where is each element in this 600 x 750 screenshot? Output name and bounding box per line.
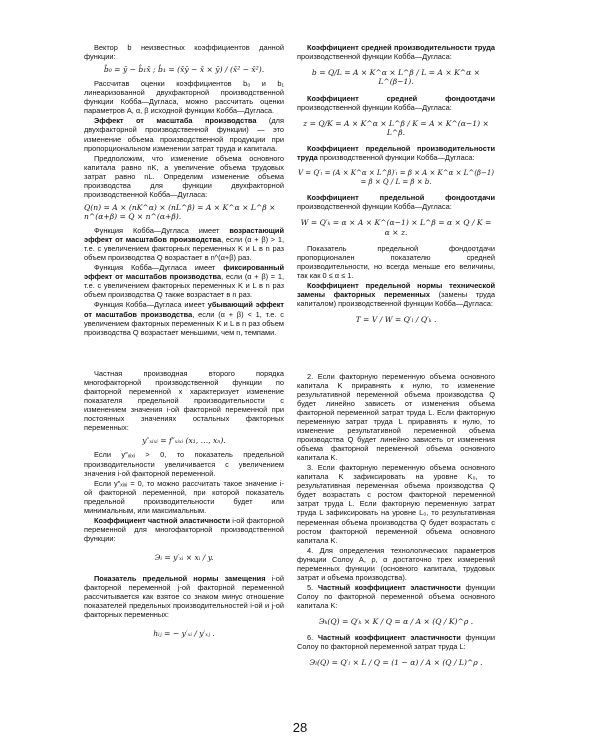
term: Коэффициент предельной производительности труда — [297, 144, 495, 163]
paragraph: Если y″ₓᵢₓᵢ > 0, то показатель предельной производительности увеличивается с увеличением значения i-ой факторной переменной. — [84, 450, 284, 478]
paragraph — [297, 281, 495, 308]
text: производственной функции Кобба—Дугласа: — [297, 52, 452, 62]
text: производственной функции Кобба—Дугласа: — [297, 202, 452, 212]
right-column-bottom — [297, 372, 495, 674]
formula: V = Q′ₗ = (A × K^α × L^β)′ₗ = β × A × K^α × L^(β−1) = β × Q / L = β × b. — [297, 169, 495, 186]
page-number: 28 — [292, 720, 308, 735]
paragraph: 2. Если факторную переменную объема основного капитала K приравнять к нулю, то изменение результативной переменной объема производства Q будет линейно зависеть от изменения объема факторной переменной затрат труда L. Если факторную переменную затрат труда L приравнять к нулю, то изменение результативной переменной объема производства Q будет линейно зависеть от изменения объема факторной переменной объема основного капитала K. — [297, 372, 495, 463]
paragraph — [297, 94, 495, 112]
formula: z = Q/K = A × K^α × L^β / K = A × K^(α−1) × L^β. — [303, 118, 489, 137]
text: , если (α + β) > 1, т.е. с увеличением факторных переменных K и L в n раз объем производства Q возрастает в n^(α+β) раз. — [84, 235, 284, 263]
right-column-top — [297, 43, 495, 331]
term: Коэффициент средней производительности труда — [307, 43, 495, 52]
formula: Q(n) = A × (nK^α) × (nL^β) = A × K^α × L^β × n^(α+β) = Q × n^(α+β). — [84, 202, 276, 221]
left-column-bottom — [84, 369, 284, 648]
paragraph — [84, 263, 284, 299]
text: функции Солоу по факторной переменной затрат труда L: — [297, 633, 495, 652]
formula: hᵢⱼ = − y′ₓᵢ / y′ₓⱼ . — [153, 629, 215, 639]
paragraph: Рассчитав оценки коэффициентов b₀ и b₁ линеаризованной двухфакторной производственной функции Кобба—Дугласа, можно рассчитать оценки параметров A, α, β исходной функции Кобба—Дугласа. — [84, 79, 284, 116]
paragraph: Предположим, что изменение объема основного капитала равно nK, а увеличение объема трудовых затрат равно nL. Определим изменение объема производства для функции двухфакторной производственной Кобба—Дугласа: — [84, 153, 284, 199]
term: Частный коэффициент эластичности — [317, 633, 461, 643]
paragraph — [84, 300, 284, 336]
paragraph: Вектор b неизвестных коэффициентов данной функции: — [84, 43, 284, 62]
text: i-ой факторной переменной для многофакторной производственной функции: — [84, 515, 284, 543]
paragraph — [297, 43, 495, 61]
term: возрастающий эффект от масштабов производства — [84, 226, 284, 245]
formula: Эᵢ = y′ₓᵢ × xᵢ / y. — [154, 552, 214, 562]
text: 6. — [307, 633, 318, 643]
text: производственной функции Кобба—Дугласа: — [297, 102, 452, 112]
text: (замены труда капиталом) производственной функции Кобба—Дугласа: — [297, 289, 496, 308]
paragraph: 4. Для определения технологических параметров функции Солоу A, ρ, α достаточно трех измерений переменных функции (основного капитала, трудовых затрат и объема производства). — [297, 545, 495, 582]
text: , если (α + β) = 1, т.е. с увеличением факторных переменных K и L в n раз объем производства Q также возрастает в n раз. — [84, 272, 284, 300]
term: Частный коэффициент эластичности — [317, 582, 461, 592]
paragraph — [84, 116, 284, 152]
text: производственной функции Кобба—Дугласа: — [317, 153, 475, 163]
term: фиксированный эффект от масштабов производства — [84, 263, 284, 282]
text: 5. — [307, 582, 318, 592]
text: Функция Кобба—Дугласа имеет — [94, 226, 230, 236]
paragraph — [297, 193, 495, 211]
paragraph — [84, 226, 284, 262]
term: Коэффициент предельной фондоотдачи — [307, 193, 495, 203]
term: Эффект от масштаба производства — [94, 116, 257, 126]
text: , если (α + β) < 1, т.е. с увеличением факторных переменных K и L в n раз объем производства Q возрастает меньшими, чем n, темпами. — [84, 309, 284, 337]
text: (для двухфакторной производственной функции) — это изменение объема производственной продукции при пропорциональном изменении затрат труда и капитала. — [84, 116, 284, 153]
paragraph — [84, 574, 284, 619]
term: Коэффициент частной эластичности — [94, 515, 231, 525]
formula: W = Q′ₖ = α × A × K^(α−1) × L^β = α × Q / K = α × z. — [300, 218, 492, 237]
text: Функция Кобба—Дугласа имеет — [94, 300, 208, 310]
formula: b̂₀ = ȳ − b̂₁x̄ ; b̂₁ = (x̄ȳ − x̄ × ȳ) / (x̄² − x̄²). — [103, 65, 265, 75]
formula: b = Q/L = A × K^α × L^β / L = A × K^α × L^(β−1). — [311, 68, 481, 87]
formula: y″ₓᵢₓᵢ = f″ₓᵢₓᵢ (x₁, …, xₙ). — [142, 436, 226, 446]
paragraph — [84, 516, 284, 543]
paragraph: Показатель предельной фондоотдачи пропорционален показателю средней производительности, но всегда меньше его величины, так как 0 ≤ α ≤ 1. — [297, 243, 495, 280]
term: Показатель предельной нормы замещения — [94, 574, 266, 584]
term: убывающий эффект от масштабов производства — [84, 300, 285, 319]
paragraph: Частная производная второго порядка многофакторной производственной функции по факторной переменной x характеризует изменение показателя предельной производительности с изменением значения i-ой факторной переменной при постоянных значениях остальных факторных переменных: — [84, 369, 284, 433]
term: Коэффициент предельной нормы технической замены факторных переменных — [297, 280, 495, 299]
left-column-top — [84, 43, 284, 338]
paragraph — [297, 583, 495, 610]
paragraph: Если y″ₓᵢₓᵢ = 0, то можно рассчитать такое значение i-ой факторной переменной, при которой показатель предельной производительности будет или минимальным, или максимальным. — [84, 478, 284, 515]
text: Функция Кобба—Дугласа имеет — [94, 263, 224, 273]
paragraph: 3. Если факторную переменную объема основного капитала K зафиксировать на уровне K₀, то результативная переменная объема производства Q будет возрастать с ростом факторной переменной затрат труда L. Если факторную переменную затрат труда L зафиксировать на уровне L₀, то результативная переменная объема производства Q будет возрастать с ростом факторной переменной объема основного капитала K. — [297, 463, 495, 545]
paragraph — [297, 633, 495, 651]
text: i-ой факторной переменной j-ой факторной переменной рассчитывается как взятое со знаком минус отношение показателей предельных производительностей i-ой и j-ой факторных переменных: — [84, 574, 285, 620]
paragraph — [297, 144, 495, 162]
text: функции Солоу по факторной переменной объема основного капитала K: — [297, 582, 495, 610]
formula: Эₖ(Q) = Q′ₖ × K / Q = α / A × (Q / K)^ρ . — [318, 616, 474, 626]
formula: Эₗ(Q) = Q′ₗ × L / Q = (1 − α) / A × (Q / L)^ρ . — [309, 658, 483, 668]
formula: T = V / W = Q′ₗ / Q′ₖ . — [355, 315, 437, 325]
term: Коэффициент средней фондоотдачи — [307, 93, 495, 103]
